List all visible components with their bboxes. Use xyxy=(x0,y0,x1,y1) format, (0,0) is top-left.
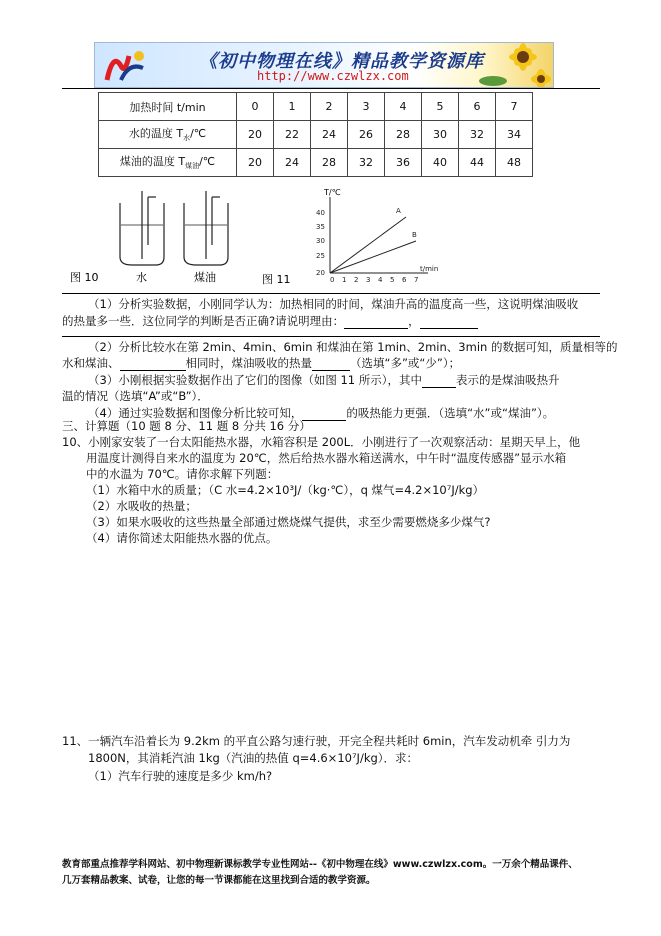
table-cell: 36 xyxy=(385,149,422,177)
footer-line2: 几万套精品教案、试卷，让您的每一节课都能在这里找到合适的教学资源。 xyxy=(62,875,376,886)
q1-line1: （1）分析实验数据，小刚同学认为：加热相同的时间，煤油升高的温度高一些，这说明煤油吸收 xyxy=(88,297,579,311)
graph-xlabel: t/min xyxy=(420,265,439,273)
figure-11-caption: 图 11 xyxy=(262,273,291,286)
y-tick: 35 xyxy=(316,223,325,231)
q2-line1: （2）分析比较水在第 2min、4min、6min 和煤油在第 1min、2min、3min 的数据可知，质量相等的 xyxy=(88,340,618,354)
x-tick: 4 xyxy=(378,276,383,284)
q3-line2: 温的情况（选填“A”或“B”）． xyxy=(62,389,209,403)
table-cell: 28 xyxy=(385,121,422,149)
table-cell: 32 xyxy=(348,149,385,177)
row-label: 加热时间 t/min xyxy=(99,93,237,121)
table-cell: 0 xyxy=(237,93,274,121)
x-tick: 1 xyxy=(342,276,347,284)
p10-q3: （3）如果水吸收的这些热量全部通过燃烧煤气提供，求至少需要燃烧多少煤气? xyxy=(86,515,491,529)
table-cell: 5 xyxy=(422,93,459,121)
y-tick: 40 xyxy=(316,209,325,217)
p10-line3: 中的水温为 70℃。请你求解下列题： xyxy=(86,467,279,481)
q4-line1: （4）通过实验数据和图像分析比较可知， 的吸热能力更强．（选填“水”或“煤油”）。 xyxy=(88,406,555,420)
x-tick: 7 xyxy=(414,276,419,284)
graph-ylabel: T/℃ xyxy=(324,188,341,197)
figure-10-caption: 图 10 xyxy=(70,271,99,284)
rule xyxy=(62,336,600,337)
table-cell: 30 xyxy=(422,121,459,149)
table-cell: 44 xyxy=(459,149,496,177)
table-row xyxy=(99,93,533,121)
section-heading: 三、计算题（10 题 8 分、11 题 8 分共 16 分） xyxy=(62,419,311,433)
table-cell: 22 xyxy=(274,121,311,149)
row-label: 煤油的温度 $T_{煤油}/℃$ xyxy=(99,149,237,177)
table-cell: 20 xyxy=(237,149,274,177)
p10-q1: （1）水箱中水的质量；（C 水=4.2×10³J/（kg·℃），q 煤气=4.2×10⁷J/kg） xyxy=(86,483,485,497)
p11-line1: 11、一辆汽车沿着长为 9.2km 的平直公路匀速行驶，开完全程共耗时 6min，汽车发动机牵 引力为 xyxy=(62,734,571,748)
table-cell: 26 xyxy=(348,121,385,149)
line-a-label: A xyxy=(396,207,401,215)
p10-line1: 10、小刚家安装了一台太阳能热水器，水箱容积是 200L．小刚进行了一次观察活动：星期天早上，他 xyxy=(62,435,581,449)
page-footer xyxy=(62,857,578,889)
x-tick: 3 xyxy=(366,276,371,284)
table-row xyxy=(99,121,533,149)
table-cell: 7 xyxy=(496,93,533,121)
table-cell: 3 xyxy=(348,93,385,121)
banner-url[interactable]: http://www.czwlzx.com xyxy=(257,69,409,83)
sunflower-icon xyxy=(463,43,553,87)
p11-line2: 1800N，其消耗汽油 1kg（汽油的热值 q=4.6×10⁷J/kg）．求： xyxy=(88,751,419,765)
banner-title: 《初中物理在线》精品教学资源库 xyxy=(199,51,484,72)
figure-11-graph xyxy=(262,187,450,287)
table-cell: 24 xyxy=(311,121,348,149)
table-cell: 1 xyxy=(274,93,311,121)
table-cell: 24 xyxy=(274,149,311,177)
table-cell: 2 xyxy=(311,93,348,121)
table-cell: 48 xyxy=(496,149,533,177)
label-water: 水 xyxy=(136,271,147,284)
table-cell: 40 xyxy=(422,149,459,177)
site-logo-icon xyxy=(99,46,149,84)
footer-line1: 教育部重点推荐学科网站、初中物理新课标教学专业性网站--《初中物理在线》www.czwlzx.com。一万余个精品课件、 xyxy=(62,859,578,870)
table-cell: 28 xyxy=(311,149,348,177)
x-tick: 0 xyxy=(330,276,335,284)
y-tick: 30 xyxy=(316,237,325,245)
x-tick: 5 xyxy=(390,276,395,284)
q3-line1: （3）小刚根据实验数据作出了它们的图像（如图 11 所示），其中 表示的是煤油吸热升 xyxy=(88,373,560,387)
table-cell: 20 xyxy=(237,121,274,149)
table-row xyxy=(99,149,533,177)
table-cell: 32 xyxy=(459,121,496,149)
data-table xyxy=(98,92,533,177)
q2-line2: 水和煤油、 相同时，煤油吸收的热量 （选填“多”或“少”）； xyxy=(62,356,461,370)
table-cell: 4 xyxy=(385,93,422,121)
row-label: 水的温度 $T_水/℃$ xyxy=(99,121,237,149)
y-tick: 20 xyxy=(316,269,325,277)
line-b xyxy=(330,241,416,273)
x-tick: 2 xyxy=(354,276,359,284)
header-rule xyxy=(62,88,600,89)
x-tick: 6 xyxy=(402,276,407,284)
table-cell: 6 xyxy=(459,93,496,121)
label-oil: 煤油 xyxy=(194,271,216,284)
p10-line2: 用温度计测得自来水的温度为 20℃，然后给热水器水箱送满水，中午时“温度传感器”显示水箱 xyxy=(86,451,567,465)
table-cell: 34 xyxy=(496,121,533,149)
rule xyxy=(62,293,600,294)
line-a xyxy=(330,217,406,273)
header-banner xyxy=(94,42,554,88)
figure-10-beakers xyxy=(60,185,260,285)
p10-q2: （2）水吸收的热量； xyxy=(86,499,197,513)
line-b-label: B xyxy=(412,231,417,239)
q1-line2: 的热量多一些．这位同学的判断是否正确?请说明理由： ， xyxy=(62,313,478,329)
p11-q1: （1）汽车行驶的速度是多少 km/h? xyxy=(88,769,273,783)
p10-q4: （4）请你简述太阳能热水器的优点。 xyxy=(86,531,278,545)
y-tick: 25 xyxy=(316,252,325,260)
